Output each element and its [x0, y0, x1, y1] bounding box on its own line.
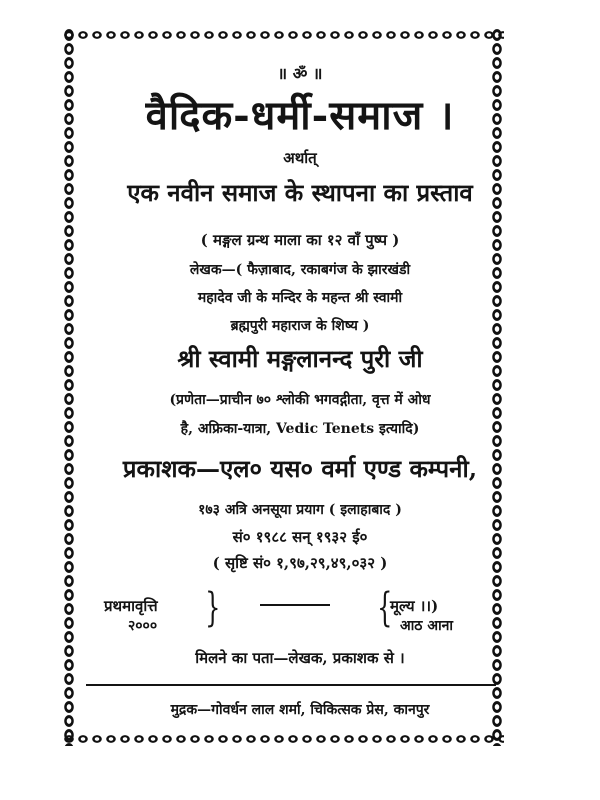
- brace-right-icon: {: [377, 585, 393, 631]
- arthat-label: अर्थात्: [283, 149, 317, 167]
- author-info-line3: ब्रह्मपुरी महाराज के शिष्य ): [230, 318, 370, 334]
- publisher: प्रकाशक—एल० यस० वर्मा एण्ड कम्पनी,: [122, 454, 478, 483]
- invocation: ॥ ॐ ॥: [277, 64, 323, 83]
- price-value: आठ आना: [400, 618, 454, 634]
- brace-left-icon: }: [205, 585, 221, 631]
- chain-border-top: [62, 28, 504, 42]
- series-info: ( मङ्गल ग्रन्थ माला का १२ वाँ पुष्प ): [200, 231, 400, 249]
- author-info-line1: लेखक—( फैज़ाबाद, रकाबगंज के झारखंडी: [189, 262, 411, 278]
- author-works-line1: (प्रणेता—प्राचीन ७० श्लोकी भगवद्गीता, वृत्त में ओध: [169, 392, 431, 408]
- printer-info: मुद्रक—गोवर्धन लाल शर्मा, चिकित्सक प्रेस, कानपुर: [170, 702, 430, 718]
- srishti-year: ( सृष्टि सं० १,९७,२९,४९,०३२ ): [212, 554, 388, 572]
- divider-dash: [260, 604, 330, 606]
- horizontal-rule: [86, 684, 496, 686]
- book-subtitle: एक नवीन समाज के स्थापना का प्रस्ताव: [127, 178, 473, 207]
- edition-count: २०००: [128, 618, 158, 634]
- price-label: मूल्य ।।): [390, 597, 439, 615]
- author-works-line2: है, अफ्रिका-यात्रा, Vedic Tenets इत्यादि): [180, 421, 420, 437]
- publisher-address: १७३ अत्रि अनसूया प्रयाग ( इलाहाबाद ): [198, 502, 402, 518]
- contact-info: मिलने का पता—लेखक, प्रकाशक से ।: [195, 649, 405, 667]
- book-title: वैदिक-धर्मी-समाज ।: [145, 92, 455, 139]
- publication-year: सं० १९८८ सन् १९३२ ई०: [232, 528, 368, 546]
- author-info-line2: महादेव जी के मन्दिर के महन्त श्री स्वामी: [197, 290, 403, 306]
- chain-border-bottom: [62, 732, 504, 746]
- edition-label: प्रथमावृत्ति: [104, 597, 158, 615]
- author-name: श्री स्वामी मङ्गलानन्द पुरी जी: [177, 344, 423, 373]
